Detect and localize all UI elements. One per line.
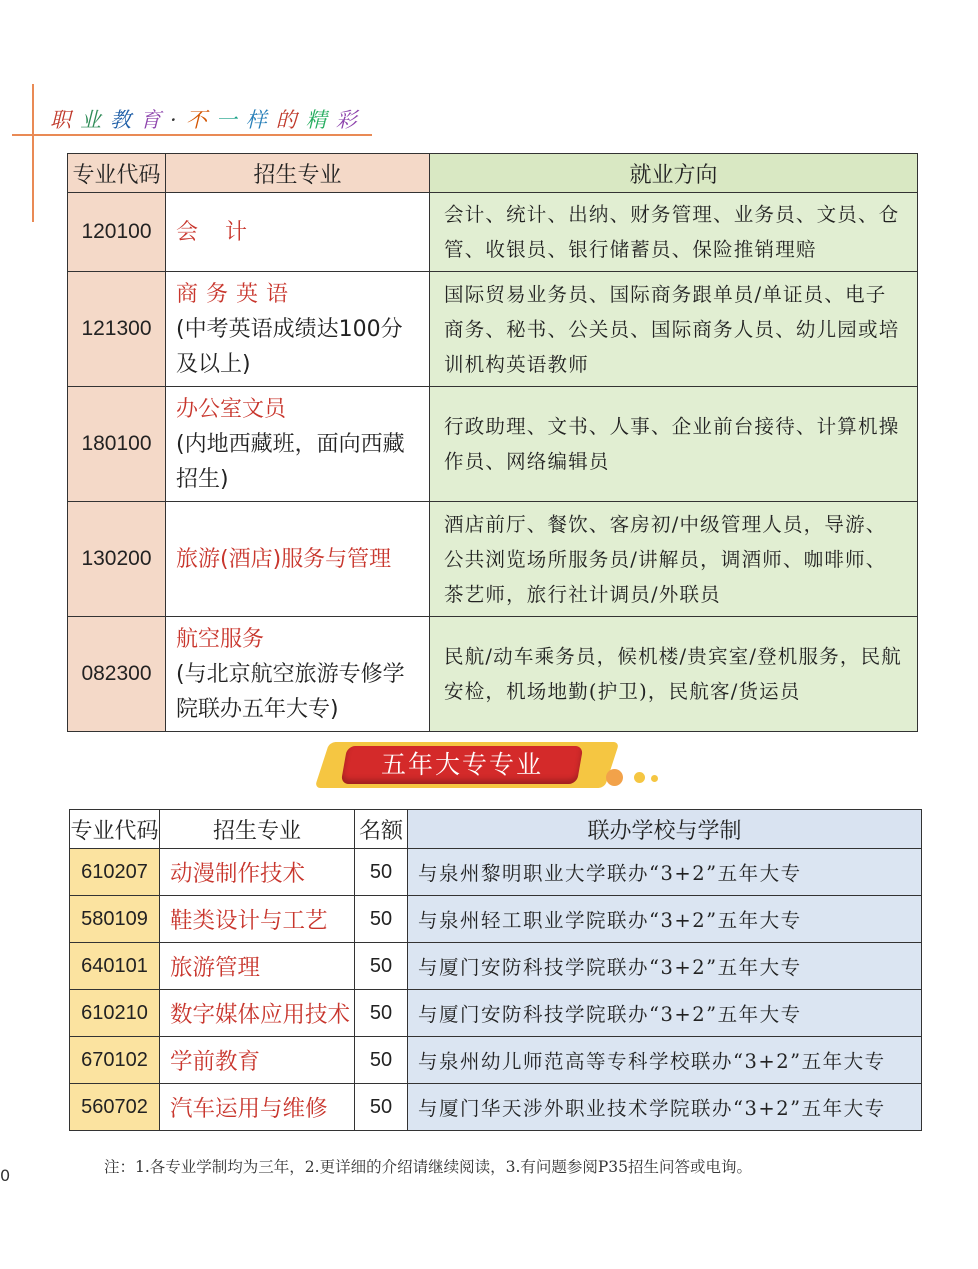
quota-value: 50: [355, 990, 408, 1037]
table-row: [70, 1037, 922, 1084]
table-row: [68, 193, 918, 272]
header-major: 招生专业: [166, 154, 430, 193]
slogan-char: 样: [245, 108, 276, 132]
slogan-char: 一: [215, 108, 246, 132]
footnote: 注：1.各专业学制均为三年，2.更详细的介绍请继续阅读，3.有问题参阅P35招生问答或电询。: [104, 1158, 753, 1176]
major-code: 610210: [70, 990, 160, 1037]
slogan-char: 育: [140, 108, 170, 132]
major-note: (中考英语成绩达100分及以上): [176, 316, 403, 377]
employment-direction: 民航/动车乘务员，候机楼/贵宾室/登机服务，民航安检，机场地勤(护卫)，民航客/货运员: [430, 617, 918, 732]
major-name: 办公室文员: [176, 396, 287, 422]
partner-school: 与厦门安防科技学院联办“3+2”五年大专: [408, 943, 922, 990]
decor-dot-icon: [651, 775, 658, 782]
slogan-char: 不: [185, 108, 216, 132]
major-name: 会 计: [176, 219, 257, 245]
employment-direction: 会计、统计、出纳、财务管理、业务员、文员、仓管、收银员、银行储蓄员、保险推销理赔: [430, 193, 918, 272]
employment-direction: 国际贸易业务员、国际商务跟单员/单证员、电子商务、秘书、公关员、国际商务人员、幼儿园或培训机构英语教师: [430, 272, 918, 387]
major-cell: [166, 272, 430, 387]
major-name: 旅游管理: [160, 943, 355, 990]
partner-school: 与泉州幼儿师范高等专科学校联办“3+2”五年大专: [408, 1037, 922, 1084]
slogan-char: 的: [275, 108, 306, 132]
major-name: 学前教育: [160, 1037, 355, 1084]
major-table: [67, 153, 918, 732]
page-number: 0: [0, 1166, 11, 1185]
major-name: 汽车运用与维修: [160, 1084, 355, 1131]
major-code: 670102: [70, 1037, 160, 1084]
major-name: 航空服务: [176, 626, 265, 652]
major-note: (与北京航空旅游专修学院联办五年大专): [176, 661, 405, 722]
header-code: 专业代码: [68, 154, 166, 193]
header-slogan: [50, 104, 366, 134]
banner-title: 五年大专专业: [380, 750, 543, 779]
slogan-char: ·: [170, 108, 186, 132]
five-year-header-row: [70, 810, 922, 849]
five-year-table: [69, 809, 922, 1131]
header-direction: 就业方向: [430, 154, 918, 193]
quota-value: 50: [355, 849, 408, 896]
quota-value: 50: [355, 1084, 408, 1131]
major-code: 580109: [70, 896, 160, 943]
major-cell: [166, 617, 430, 732]
major-code: 130200: [68, 502, 166, 617]
table-row: [68, 272, 918, 387]
slogan-char: 职: [50, 108, 80, 132]
table-row: [70, 990, 922, 1037]
table-row: [70, 896, 922, 943]
header-code: 专业代码: [70, 810, 160, 849]
slogan-char: 业: [80, 108, 110, 132]
table-row: [70, 1084, 922, 1131]
major-cell: [166, 193, 430, 272]
header-horizontal-rule: [12, 134, 372, 136]
table-row: [68, 387, 918, 502]
slogan-char: 精: [305, 108, 336, 132]
table-row: [70, 943, 922, 990]
major-code: 121300: [68, 272, 166, 387]
major-table-header-row: [68, 154, 918, 193]
major-code: 560702: [70, 1084, 160, 1131]
quota-value: 50: [355, 943, 408, 990]
header-quota: 名额: [355, 810, 408, 849]
header-school: 联办学校与学制: [408, 810, 922, 849]
major-code: 180100: [68, 387, 166, 502]
major-code: 610207: [70, 849, 160, 896]
partner-school: 与厦门安防科技学院联办“3+2”五年大专: [408, 990, 922, 1037]
employment-direction: 行政助理、文书、人事、企业前台接待、计算机操作员、网络编辑员: [430, 387, 918, 502]
major-cell: [166, 502, 430, 617]
quota-value: 50: [355, 1037, 408, 1084]
quota-value: 50: [355, 896, 408, 943]
major-code: 640101: [70, 943, 160, 990]
decor-dot-icon: [606, 769, 623, 786]
slogan-char: 教: [110, 108, 140, 132]
major-cell: [166, 387, 430, 502]
major-name: 数字媒体应用技术: [160, 990, 355, 1037]
major-code: 120100: [68, 193, 166, 272]
table-row: [68, 617, 918, 732]
header-major: 招生专业: [160, 810, 355, 849]
header-vertical-rule: [32, 84, 34, 222]
major-name: 动漫制作技术: [160, 849, 355, 896]
employment-direction: 酒店前厅、餐饮、客房初/中级管理人员，导游、公共浏览场所服务员/讲解员，调酒师、咖啡师、茶艺师，旅行社计调员/外联员: [430, 502, 918, 617]
partner-school: 与泉州轻工职业学院联办“3+2”五年大专: [408, 896, 922, 943]
section-banner: [322, 742, 614, 790]
slogan-char: 彩: [335, 108, 366, 132]
table-row: [68, 502, 918, 617]
major-name: 旅游(酒店)服务与管理: [176, 546, 392, 572]
major-name: 鞋类设计与工艺: [160, 896, 355, 943]
table-row: [70, 849, 922, 896]
decor-dot-icon: [634, 772, 645, 783]
major-note: (内地西藏班，面向西藏招生): [176, 431, 405, 492]
major-code: 082300: [68, 617, 166, 732]
partner-school: 与泉州黎明职业大学联办“3+2”五年大专: [408, 849, 922, 896]
major-name: 商务英语: [176, 281, 297, 307]
partner-school: 与厦门华天涉外职业技术学院联办“3+2”五年大专: [408, 1084, 922, 1131]
